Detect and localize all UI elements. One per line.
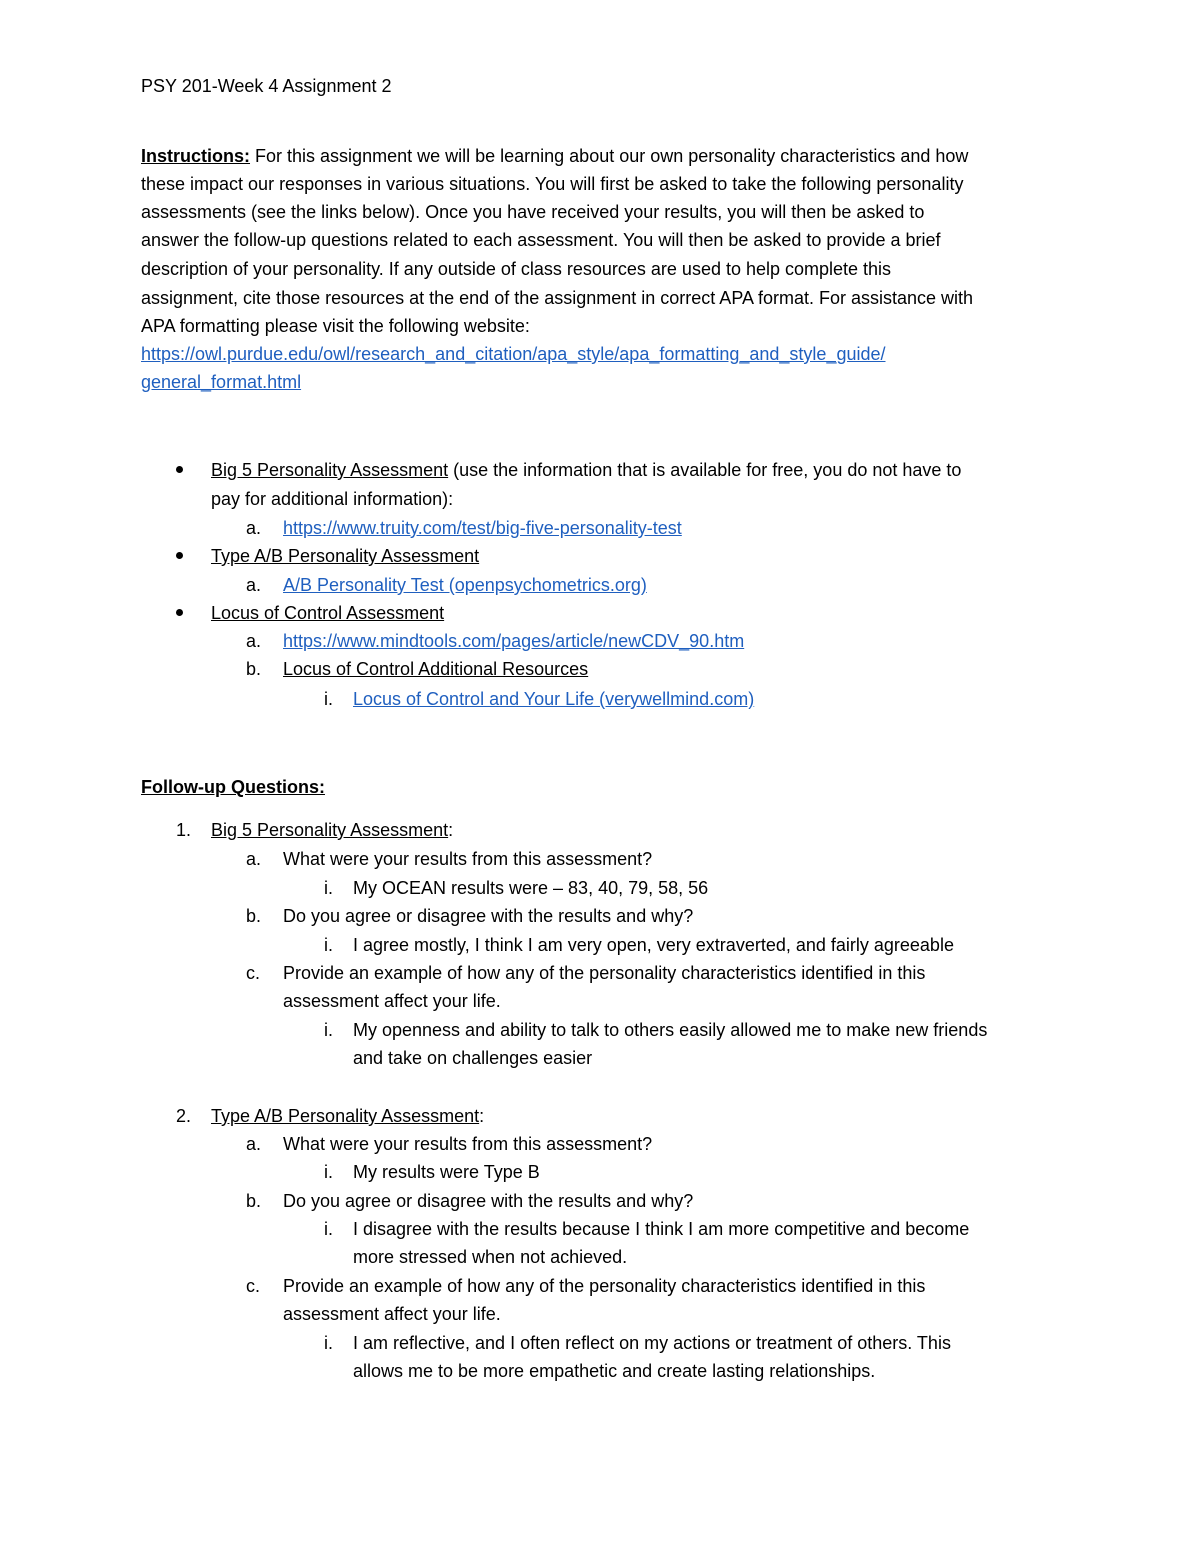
- instructions-line-1: [141, 142, 968, 170]
- big5-assessment-note: (use the information that is available for free, you do not have to: [448, 460, 962, 480]
- instructions-line-3: assessments (see the links below). Once you have received your results, you will then be asked to: [141, 202, 925, 222]
- q2-b-answer-line-1: I disagree with the results because I think I am more competitive and become: [353, 1219, 970, 1239]
- q2-a-answer: My results were Type B: [353, 1162, 540, 1182]
- list-marker: b.: [246, 1191, 262, 1211]
- bullet-icon: [176, 552, 183, 559]
- list-marker: b.: [246, 659, 262, 679]
- openpsychometrics-link[interactable]: A/B Personality Test (openpsychometrics.org): [283, 575, 647, 595]
- big5-assessment-item: [211, 456, 961, 484]
- apa-guide-link-line-2[interactable]: general_format.html: [141, 372, 302, 392]
- list-marker: a.: [246, 631, 262, 651]
- q1-b-question: Do you agree or disagree with the results and why?: [283, 906, 694, 926]
- list-marker: 2.: [176, 1106, 192, 1126]
- q2-title-text: Type A/B Personality Assessment: [211, 1106, 480, 1126]
- q2-title: [211, 1102, 484, 1130]
- list-marker: i.: [324, 1333, 333, 1353]
- followup-heading: Follow-up Questions:: [141, 777, 325, 797]
- q1-b-answer: I agree mostly, I think I am very open, very extraverted, and fairly agreeable: [353, 935, 954, 955]
- list-marker: i.: [324, 1219, 333, 1239]
- list-marker: i.: [324, 1020, 333, 1040]
- locus-assessment-title: Locus of Control Assessment: [211, 603, 445, 623]
- list-marker: a.: [246, 1134, 262, 1154]
- big5-assessment-title: Big 5 Personality Assessment: [211, 460, 449, 480]
- list-marker: a.: [246, 849, 262, 869]
- mindtools-link[interactable]: https://www.mindtools.com/pages/article/newCDV_90.htm: [283, 631, 745, 651]
- q2-c-question-line-1: Provide an example of how any of the personality characteristics identified in this: [283, 1276, 926, 1296]
- document-header: PSY 201-Week 4 Assignment 2: [141, 76, 392, 96]
- list-marker: a.: [246, 518, 262, 538]
- instructions-line-7: APA formatting please visit the following website:: [141, 316, 530, 336]
- q1-a-question: What were your results from this assessment?: [283, 849, 653, 869]
- truity-link[interactable]: https://www.truity.com/test/big-five-personality-test: [283, 518, 682, 538]
- q1-title-colon: :: [448, 820, 454, 840]
- list-marker: i.: [324, 1162, 333, 1182]
- list-marker: c.: [246, 1276, 261, 1296]
- list-marker: 1.: [176, 820, 192, 840]
- bullet-icon: [176, 466, 183, 473]
- apa-guide-link-line-1[interactable]: https://owl.purdue.edu/owl/research_and_citation/apa_style/apa_formatting_and_style_guide/: [141, 344, 886, 364]
- instructions-line-6: assignment, cite those resources at the end of the assignment in correct APA format. For assistance with: [141, 288, 974, 308]
- q1-title-text: Big 5 Personality Assessment: [211, 820, 449, 840]
- q1-c-question-line-2: assessment affect your life.: [283, 991, 501, 1011]
- q1-a-answer: My OCEAN results were – 83, 40, 79, 58, 56: [353, 878, 709, 898]
- big5-assessment-note-cont: pay for additional information):: [211, 489, 454, 509]
- instructions-label: Instructions:: [141, 146, 251, 166]
- verywellmind-link[interactable]: Locus of Control and Your Life (verywellmind.com): [353, 689, 755, 709]
- list-marker: b.: [246, 906, 262, 926]
- q2-b-answer-line-2: more stressed when not achieved.: [353, 1247, 628, 1267]
- q2-c-answer-line-1: I am reflective, and I often reflect on my actions or treatment of others. This: [353, 1333, 951, 1353]
- q2-title-colon: :: [479, 1106, 485, 1126]
- list-marker: i.: [324, 689, 333, 709]
- list-marker: a.: [246, 575, 262, 595]
- instructions-line-2: these impact our responses in various situations. You will first be asked to take the following personality: [141, 174, 964, 194]
- q1-c-question-line-1: Provide an example of how any of the personality characteristics identified in this: [283, 963, 926, 983]
- list-marker: i.: [324, 878, 333, 898]
- q1-c-answer-line-1: My openness and ability to talk to others easily allowed me to make new friends: [353, 1020, 988, 1040]
- q1-c-answer-line-2: and take on challenges easier: [353, 1048, 593, 1068]
- instructions-line-4: answer the follow-up questions related to each assessment. You will then be asked to provide a brief: [141, 230, 941, 250]
- instructions-text: For this assignment we will be learning about our own personality characteristics and how: [255, 146, 969, 166]
- locus-additional-resources: Locus of Control Additional Resources: [283, 659, 589, 679]
- q2-a-question: What were your results from this assessment?: [283, 1134, 653, 1154]
- q2-c-answer-line-2: allows me to be more empathetic and create lasting relationships.: [353, 1361, 876, 1381]
- q1-title: [211, 816, 453, 844]
- bullet-icon: [176, 609, 183, 616]
- list-marker: c.: [246, 963, 261, 983]
- list-marker: i.: [324, 935, 333, 955]
- q2-b-question: Do you agree or disagree with the results and why?: [283, 1191, 694, 1211]
- q2-c-question-line-2: assessment affect your life.: [283, 1304, 501, 1324]
- typeab-assessment-title: Type A/B Personality Assessment: [211, 546, 480, 566]
- instructions-line-5: description of your personality. If any outside of class resources are used to help complete this: [141, 259, 892, 279]
